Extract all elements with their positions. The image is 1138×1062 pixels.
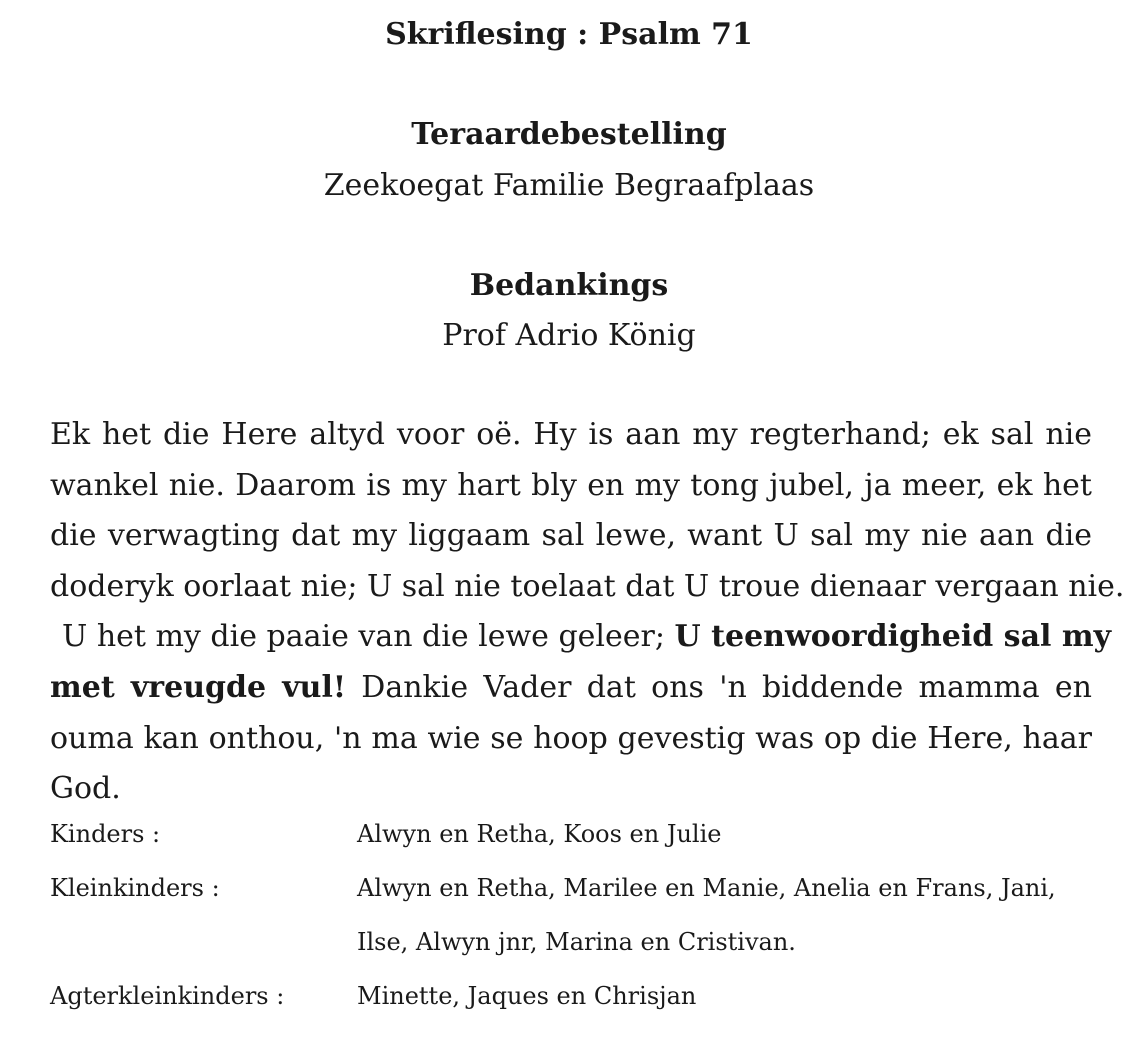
grandchildren-value-continued: Ilse, Alwyn jnr, Marina en Cristivan.	[357, 928, 796, 956]
thanks-speaker: Prof Adrio König	[442, 318, 696, 353]
paragraph-line: Ek het die Here altyd voor oë. Hy is aan my regterhand; ek sal nie	[50, 417, 1092, 452]
great-grandchildren-value: Minette, Jaques en Chrisjan	[357, 982, 697, 1010]
paragraph-line: die verwagting dat my liggaam sal lewe, want U sal my nie aan die	[50, 518, 1092, 554]
tribute-paragraph	[50, 410, 1125, 815]
grandchildren-value: Alwyn en Retha, Marilee en Manie, Anelia en Frans, Jani,	[357, 874, 1056, 902]
paragraph-line: wankel nie. Daarom is my hart bly en my tong jubel, ja meer, ek het	[50, 467, 1092, 503]
paragraph-line	[50, 612, 1112, 663]
paragraph-text: Dankie Vader dat ons 'n biddende mamma en	[346, 669, 1092, 705]
paragraph-text: U het my die paaie van die lewe geleer;	[62, 619, 675, 655]
children-value: Alwyn en Retha, Koos en Julie	[357, 820, 722, 848]
paragraph-emphasis: U teenwoordigheid sal my	[674, 619, 1112, 655]
thanks-heading: Bedankings	[469, 268, 669, 303]
great-grandchildren-label: Agterkleinkinders :	[50, 982, 285, 1010]
paragraph-line: ouma kan onthou, 'n ma wie se hoop gevestig was op die Here, haar	[50, 720, 1092, 756]
paragraph-line	[50, 663, 1092, 714]
paragraph-line: God.	[50, 771, 121, 807]
scripture-heading: Skriflesing : Psalm 71	[385, 17, 753, 52]
paragraph-line: doderyk oorlaat nie; U sal nie toelaat dat U troue dienaar vergaan nie.	[50, 568, 1125, 604]
grandchildren-label: Kleinkinders :	[50, 874, 220, 902]
paragraph-emphasis: met vreugde vul!	[50, 669, 347, 705]
children-label: Kinders :	[50, 820, 161, 848]
burial-location: Zeekoegat Familie Begraafplaas	[323, 168, 815, 203]
burial-heading: Teraardebestelling	[411, 117, 727, 152]
